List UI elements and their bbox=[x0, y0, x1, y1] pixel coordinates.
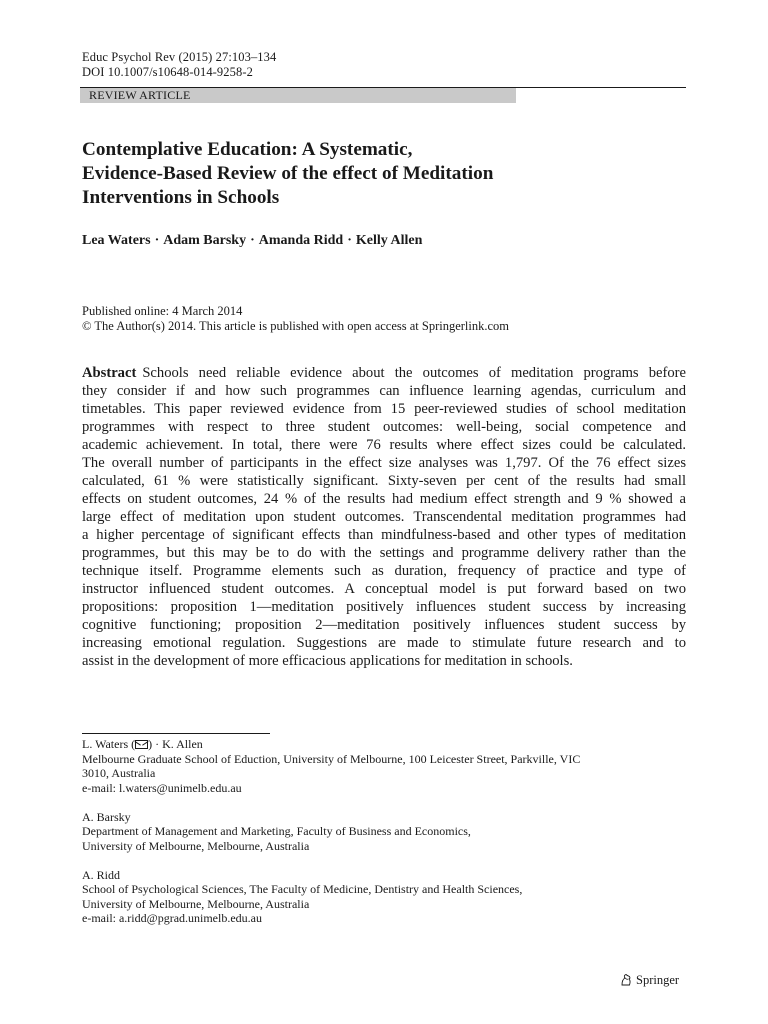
abstract-line: technique itself. Programme elements such as duration, frequency of practice and type of bbox=[82, 563, 686, 579]
envelope-icon[interactable] bbox=[135, 740, 148, 749]
abstract-line: cognitive functioning; proposition 2—meditation positively influences student success by bbox=[82, 617, 686, 633]
author-separator: · bbox=[154, 233, 160, 248]
copyright-notice bbox=[82, 319, 509, 334]
author-list bbox=[82, 232, 422, 250]
abstract-heading: Abstract bbox=[82, 365, 137, 381]
doi-line: DOI 10.1007/s10648-014-9258-2 bbox=[82, 65, 253, 79]
abstract bbox=[82, 364, 686, 670]
abstract-line: The overall number of participants in the effect size analyses was 1,797. Of the 76 effect sizes bbox=[82, 455, 686, 471]
abstract-line: propositions: proposition 1—meditation positively influences student success by increasing bbox=[82, 599, 686, 615]
abstract-line: academic achievement. In total, there were 76 results where effect sizes could be calculated. bbox=[82, 437, 686, 453]
abstract-line: effects on student outcomes, 24 % of the results had medium effect strength and 9 % showed a bbox=[82, 491, 686, 507]
copyright-symbol: © bbox=[82, 319, 92, 333]
affiliation-line: Department of Management and Marketing, Faculty of Business and Economics, bbox=[82, 824, 471, 838]
journal-citation: Educ Psychol Rev (2015) 27:103–134 bbox=[82, 50, 277, 64]
article-type-banner bbox=[80, 88, 516, 103]
affiliation-ridd bbox=[82, 868, 682, 926]
abstract-line: calculated, 61 % were statistically significant. Sixty-seven per cent of the results had small bbox=[82, 473, 686, 489]
affiliation-line: University of Melbourne, Melbourne, Australia bbox=[82, 896, 310, 911]
title-line: Contemplative Education: A Systematic, bbox=[82, 139, 413, 160]
abstract-line: Abstract Schools need reliable evidence about the outcomes of meditation programs before bbox=[82, 365, 686, 381]
abstract-line: programmes, but this may be to do with the settings and programme delivery rather than the bbox=[82, 545, 686, 561]
footnote-names: L. Waters ( ) · K. Allen bbox=[82, 737, 203, 751]
footnote-rule bbox=[82, 733, 270, 734]
title-line: Interventions in Schools bbox=[82, 187, 280, 208]
footnote-names: A. Ridd bbox=[82, 867, 121, 882]
abstract-line: timetables. This paper reviewed evidence from 15 peer-reviewed studies of school meditation bbox=[82, 401, 686, 417]
affiliation-line: 3010, Australia bbox=[82, 766, 156, 780]
author-name: Lea Waters bbox=[82, 233, 151, 248]
author-name: Amanda Ridd bbox=[258, 233, 344, 248]
abstract-line: large effect of meditation upon student outcomes. Transcendental meditation programmes had bbox=[82, 509, 686, 525]
author-name: Kelly Allen bbox=[355, 233, 423, 248]
affiliation-waters-allen bbox=[82, 737, 682, 795]
abstract-line: programmes with respect to three student outcomes: well-being, social competence and bbox=[82, 419, 686, 435]
publisher-name: Springer bbox=[636, 973, 680, 987]
title-line: Evidence-Based Review of the effect of Meditation bbox=[82, 163, 494, 184]
abstract-line: a higher percentage of significant effects than mindfulness-based and other types of meditation bbox=[82, 527, 686, 543]
published-online-date: Published online: 4 March 2014 bbox=[82, 304, 243, 318]
article-type-label: REVIEW ARTICLE bbox=[89, 88, 191, 102]
author-separator: · bbox=[250, 233, 255, 248]
author-separator: · bbox=[347, 233, 352, 248]
abstract-line: instructor influenced student outcomes. A conceptual model is put forward based on two bbox=[82, 581, 686, 597]
affiliation-line: Melbourne Graduate School of Eduction, University of Melbourne, 100 Leicester Street, Parkville, VIC bbox=[82, 751, 581, 766]
footnote-names: A. Barsky bbox=[82, 809, 131, 824]
email-link[interactable]: e-mail: l.waters@unimelb.edu.au bbox=[82, 780, 242, 795]
publisher-logo bbox=[619, 972, 679, 988]
author-name: Adam Barsky bbox=[163, 233, 247, 248]
article-title bbox=[82, 138, 682, 210]
abstract-line: increasing emotional regulation. Suggestions are made to stimulate future research and to bbox=[82, 635, 686, 651]
copyright-text: The Author(s) 2014. This article is published with open access at Springerlink.com bbox=[94, 319, 510, 333]
abstract-line: assist in the development of more efficacious applications for meditation in schools. bbox=[82, 653, 573, 669]
affiliation-line: School of Psychological Sciences, The Faculty of Medicine, Dentistry and Health Sciences, bbox=[82, 882, 523, 896]
author-affiliations bbox=[82, 737, 682, 940]
abstract-line: they consider if and how such programmes can influence learning agendas, curriculum and bbox=[82, 383, 686, 399]
affiliation-line: University of Melbourne, Melbourne, Australia bbox=[82, 838, 310, 853]
affiliation-barsky bbox=[82, 810, 682, 854]
email-link[interactable]: e-mail: a.ridd@pgrad.unimelb.edu.au bbox=[82, 911, 262, 925]
springer-horse-logo-icon bbox=[619, 973, 633, 987]
